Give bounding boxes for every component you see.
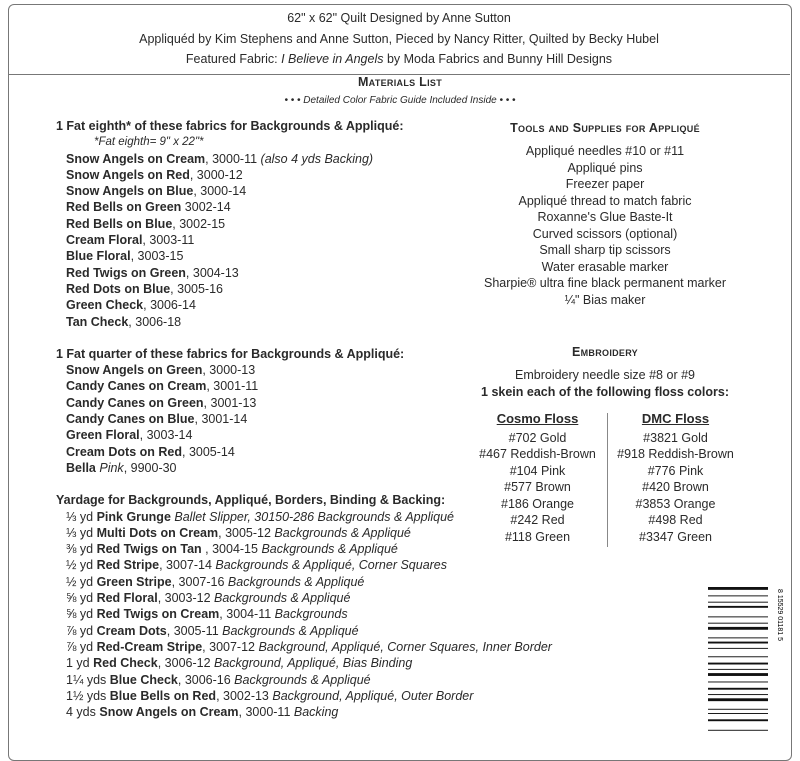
fabric-name: Snow Angels on Red <box>66 167 190 182</box>
fat-eighth-note: *Fat eighth= 9" x 22"* <box>94 136 204 149</box>
yardage-qty: ½ yd <box>66 558 97 573</box>
fabric-code: , 3001-14 <box>194 412 248 427</box>
fabric-use: Backgrounds & Appliqué <box>230 672 371 687</box>
fabric-code: , 3003-12 <box>157 591 211 606</box>
fabric-name: Blue Bells on Red <box>109 688 217 703</box>
yardage-qty: ⅝ yd <box>66 607 97 622</box>
fabric-code: , 3007-12 <box>202 639 255 654</box>
fabric-use: Backgrounds & Appliqué <box>270 525 411 540</box>
cosmo-floss-color: #118 Green <box>504 529 571 544</box>
fabric-name: Red Twigs on Tan <box>96 542 202 557</box>
fabric-name: Multi Dots on Cream <box>96 525 219 540</box>
fabric-item <box>56 167 496 183</box>
fabric-code: , 3007-14 <box>159 558 212 573</box>
fabric-code: , 3003-15 <box>130 249 184 264</box>
yardage-item <box>56 623 496 639</box>
yardage-item <box>56 655 496 671</box>
fabric-use: Backgrounds & Appliqué <box>314 509 454 524</box>
fabric-name: Blue Check <box>109 672 178 687</box>
fabric-item <box>56 199 496 215</box>
dmc-floss-color: #3347 Green <box>639 529 712 544</box>
yardage-item <box>56 541 496 557</box>
fabric-use: Backgrounds & Appliqué <box>257 542 398 557</box>
fabric-code: , 3002-13 <box>216 688 269 703</box>
fabric-code: , 3000-11 <box>205 151 258 166</box>
fabric-use: Backgrounds & Appliqué, Corner Squares <box>211 558 448 573</box>
yardage-qty: 1 yd <box>66 656 94 671</box>
yardage-qty: ½ yd <box>66 574 97 589</box>
cosmo-floss-list <box>470 430 605 546</box>
fabric-name: Red Check <box>93 656 158 671</box>
yardage-item <box>56 606 496 622</box>
embroidery-needle: Embroidery needle size #8 or #9 <box>515 368 695 382</box>
embroidery-skein-note: 1 skein each of the following floss colors: <box>481 384 729 399</box>
fabric-name: Snow Angels on Cream <box>99 705 239 720</box>
fabric-name: Candy Canes on Green <box>66 395 204 410</box>
fabric-name: Cream Dots on Red <box>66 444 182 459</box>
fabric-item <box>56 444 496 460</box>
fabric-name: Red Floral <box>96 591 158 606</box>
upc-barcode <box>708 585 784 735</box>
fabric-use: Background, Appliqué, Bias Binding <box>210 656 413 671</box>
yardage-item <box>56 688 496 704</box>
fabric-use: Backgrounds & Appliqué <box>210 591 351 606</box>
fabric-item <box>56 281 496 297</box>
barcode-digits: 8 15529 01181 5 <box>776 589 783 642</box>
fat-quarter-heading: 1 Fat quarter of these fabrics for Backgrounds & Appliqué: <box>56 346 405 361</box>
yardage-item <box>56 639 552 655</box>
fat-eighth-list <box>56 151 496 330</box>
fabric-code: , 3000-11 <box>238 705 291 720</box>
tools-title: Tools and Supplies for Appliqué <box>510 121 700 135</box>
credits-line: Appliquéd by Kim Stephens and Anne Sutton, Pieced by Nancy Ritter, Quilted by Becky Hubel <box>139 31 659 46</box>
yardage-heading: Yardage for Backgrounds, Appliqué, Borders, Binding & Backing: <box>56 493 446 508</box>
dmc-floss-color: #918 Reddish-Brown <box>617 447 734 461</box>
fabric-code: Pink <box>95 460 124 475</box>
materials-list-title: Materials List <box>357 75 443 89</box>
pattern-header <box>8 4 790 75</box>
yardage-qty: 4 yds <box>66 705 100 720</box>
fabric-code: , 3001-13 <box>203 395 257 410</box>
tool-item: Appliqué needles #10 or #11 <box>525 144 685 158</box>
yardage-qty: 1¼ yds <box>66 672 110 687</box>
featured-fabric-suffix: by Moda Fabrics and Bunny Hill Designs <box>383 52 613 66</box>
dmc-floss-list <box>608 430 743 546</box>
fabric-name: Red Twigs on Green <box>66 265 186 280</box>
tool-item: Roxanne's Glue Baste-It <box>537 210 673 224</box>
yardage-item <box>56 509 496 525</box>
tool-item: Appliqué thread to match fabric <box>518 193 692 208</box>
yardage-qty: ⅞ yd <box>66 623 97 638</box>
dmc-floss-color: #776 Pink <box>647 463 704 478</box>
dmc-floss-color: #3853 Orange <box>635 496 716 511</box>
floss-table <box>470 411 740 549</box>
yardage-qty: ⅓ yd <box>66 525 97 540</box>
tool-item: Curved scissors (optional) <box>532 226 678 241</box>
tool-item: Appliqué pins <box>567 160 643 175</box>
fabric-name: Red Bells on Green <box>66 200 182 215</box>
fabric-name: Candy Canes on Blue <box>66 412 195 427</box>
yardage-item <box>56 590 496 606</box>
fabric-name: Green Check <box>66 298 144 313</box>
tool-item: Small sharp tip scissors <box>539 243 671 257</box>
fabric-code: , 3006-16 <box>177 672 231 687</box>
yardage-item <box>56 557 496 573</box>
fabric-code: , 3006-14 <box>143 298 196 313</box>
fabric-name: Candy Canes on Cream <box>66 379 207 394</box>
fabric-name: Bella <box>66 460 96 475</box>
cosmo-floss-color: #186 Orange <box>501 496 574 511</box>
fabric-use: Backgrounds & Appliqué <box>224 574 365 589</box>
fabric-code: , 3003-14 <box>139 428 193 443</box>
fabric-item <box>56 248 496 264</box>
quilt-size-designer: 62" x 62" Quilt Designed by Anne Sutton <box>287 11 511 25</box>
fabric-item <box>56 427 496 443</box>
cosmo-floss-color: #104 Pink <box>509 463 566 478</box>
fabric-name: Red Stripe <box>96 558 160 573</box>
yardage-qty: ⅓ yd <box>66 509 97 524</box>
fabric-name: Red Dots on Blue <box>66 281 171 296</box>
fabric-code: , 3005-12 <box>218 525 271 540</box>
fabric-code: , 3003-11 <box>142 233 195 248</box>
yardage-item <box>56 672 496 688</box>
cosmo-floss-color: #702 Gold <box>508 430 567 445</box>
fabric-code: , 3000-13 <box>202 363 256 378</box>
fabric-name: Cream Floral <box>66 233 143 248</box>
featured-fabric-line <box>8 49 790 70</box>
featured-fabric-prefix: Featured Fabric: <box>185 52 282 66</box>
fabric-use: Background, Appliqué, Outer Border <box>268 688 474 703</box>
fabric-code: , 3005-11 <box>166 623 219 638</box>
dmc-floss-color: #3821 Gold <box>643 430 708 445</box>
dmc-floss-color: #420 Brown <box>642 480 709 494</box>
fabric-code: 3002-14 <box>181 200 231 215</box>
fabric-code: , 3000-12 <box>189 167 243 182</box>
cosmo-floss-color: #242 Red <box>510 513 565 527</box>
yardage-qty: ⅜ yd <box>66 542 97 557</box>
materials-list-subtitle: • • • Detailed Color Fabric Guide Included Inside • • • <box>284 95 516 106</box>
fabric-code: Ballet Slipper, 30150-286 <box>170 509 315 524</box>
dmc-floss-column <box>608 411 743 545</box>
dmc-floss-heading: DMC Floss <box>641 411 710 426</box>
fabric-name: Snow Angels on Green <box>66 363 203 378</box>
fabric-code: , 3004-15 <box>201 542 258 557</box>
fabric-name: Snow Angels on Blue <box>66 184 194 199</box>
fabric-item <box>56 395 496 411</box>
yardage-qty: ⅝ yd <box>66 591 97 606</box>
fabric-name: Tan Check <box>66 314 129 329</box>
yardage-qty: ⅞ yd <box>66 639 97 654</box>
fabric-name: Snow Angels on Cream <box>66 151 206 166</box>
fabric-item <box>56 460 496 476</box>
fabric-item <box>56 183 496 199</box>
fabric-item <box>56 411 496 427</box>
fabric-item <box>56 378 496 394</box>
fabric-code: , 3000-14 <box>193 184 247 199</box>
fabric-extra: , 9900-30 <box>123 460 177 475</box>
fabric-code: , 3005-14 <box>182 444 235 459</box>
dmc-floss-color: #498 Red <box>648 513 703 527</box>
fabric-item <box>56 297 496 313</box>
fabric-item <box>56 151 496 167</box>
yardage-item <box>56 574 496 590</box>
fabric-code: , 3007-16 <box>171 574 225 589</box>
fabric-name: Green Floral <box>66 428 140 443</box>
fabric-name: Pink Grunge <box>96 509 171 524</box>
fabric-name: Cream Dots <box>96 623 167 638</box>
fabric-use: Backgrounds & Appliqué <box>218 623 359 638</box>
cosmo-floss-heading: Cosmo Floss <box>496 411 579 426</box>
fabric-name: Red Bells on Blue <box>66 216 173 231</box>
yardage-item <box>56 525 496 541</box>
fabric-item <box>56 232 496 248</box>
fabric-name: Red Twigs on Cream <box>96 607 220 622</box>
yardage-item <box>56 704 496 720</box>
fabric-name: Red-Cream Stripe <box>96 639 203 654</box>
fabric-code: , 3006-12 <box>157 656 211 671</box>
embroidery-title: Embroidery <box>571 345 638 359</box>
fabric-code: , 3004-13 <box>185 265 239 280</box>
cosmo-floss-color: #467 Reddish-Brown <box>479 447 596 461</box>
fabric-code: , 3005-16 <box>170 281 223 296</box>
cosmo-floss-color: #577 Brown <box>504 480 571 494</box>
fabric-code: , 3001-11 <box>206 379 259 394</box>
fat-eighth-heading: 1 Fat eighth* of these fabrics for Backgrounds & Appliqué: <box>56 119 404 133</box>
tool-item: Sharpie® ultra fine black permanent marker <box>484 276 726 290</box>
fabric-item <box>56 362 496 378</box>
fabric-code: , 3006-18 <box>128 314 182 329</box>
fabric-item <box>56 216 496 232</box>
fabric-use: Background, Appliqué, Corner Squares, Inner Border <box>255 639 552 654</box>
fabric-name: Green Stripe <box>96 574 172 589</box>
tools-list <box>470 143 740 308</box>
fabric-code: , 3002-15 <box>172 216 226 231</box>
fabric-item <box>56 314 496 330</box>
tool-item: ¼" Bias maker <box>564 292 646 307</box>
embroidery-info <box>470 367 740 400</box>
fat-quarter-list <box>56 362 496 476</box>
fabric-extra: (also 4 yds Backing) <box>257 151 374 166</box>
fabric-use: Backing <box>290 705 339 720</box>
fabric-use: Backgrounds <box>271 607 348 622</box>
fabric-collection-title: I Believe in Angels <box>281 52 384 66</box>
cosmo-floss-column <box>470 411 605 545</box>
fabric-name: Blue Floral <box>66 249 131 264</box>
tool-item: Freezer paper <box>565 177 645 191</box>
yardage-qty: 1½ yds <box>66 688 110 703</box>
tool-item: Water erasable marker <box>541 259 669 274</box>
fabric-code: , 3004-11 <box>219 607 272 622</box>
fabric-item <box>56 265 496 281</box>
